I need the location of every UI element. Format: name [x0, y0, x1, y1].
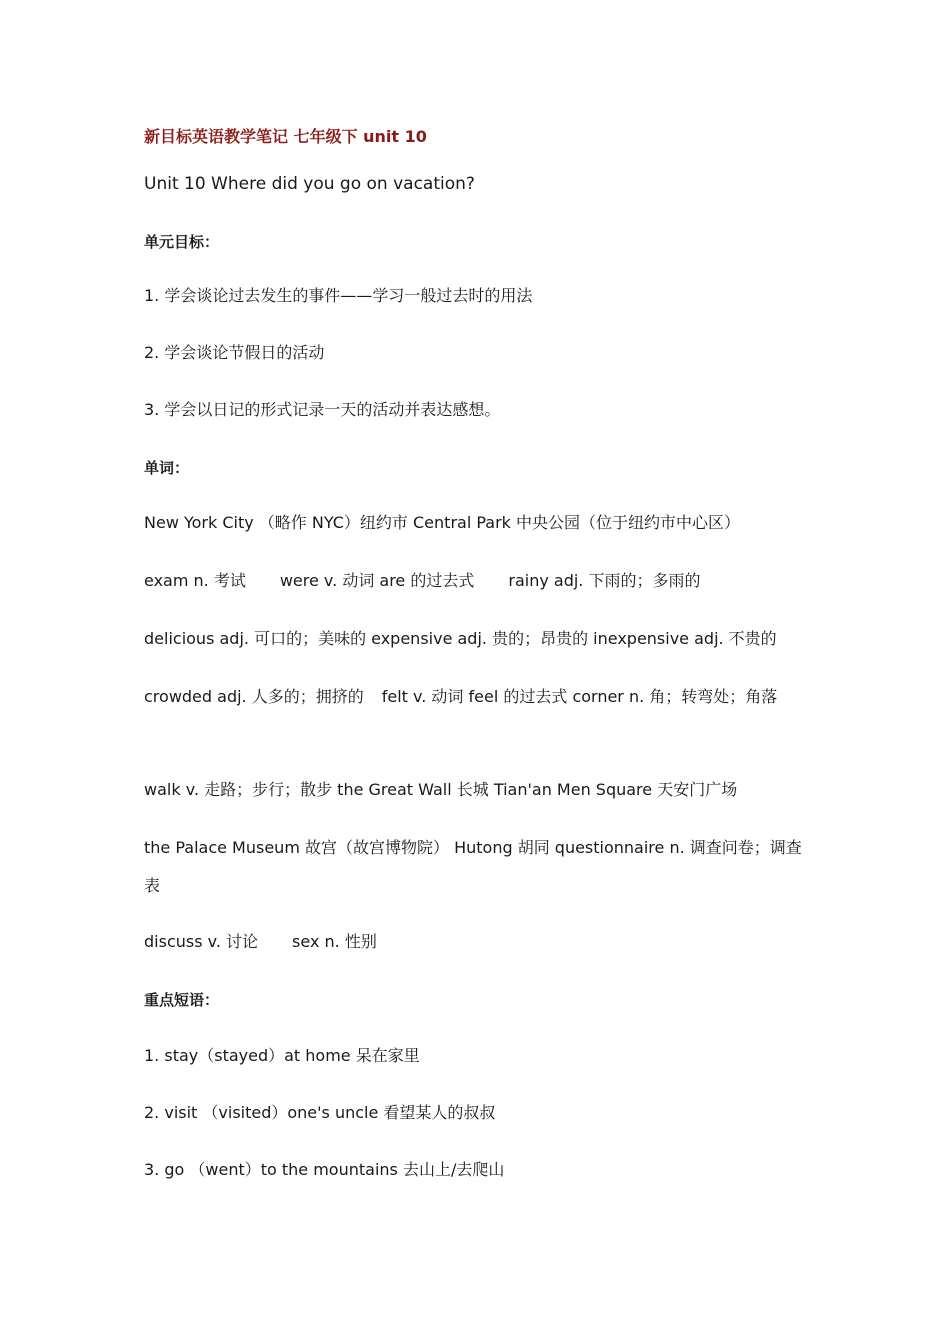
document-title: 新目标英语教学笔记 七年级下 unit 10 — [144, 127, 427, 146]
goal-item: 1. 学会谈论过去发生的事件——学习一般过去时的用法 — [144, 286, 533, 305]
vocab-line — [144, 571, 700, 591]
phrases-heading: 重点短语： — [144, 991, 220, 1009]
vocab-entry: were v. 动词 are 的过去式 — [279, 571, 475, 590]
vocab-line — [144, 678, 804, 716]
goal-item: 2. 学会谈论节假日的活动 — [144, 343, 325, 362]
vocab-entry: exam n. 考试 — [144, 571, 246, 590]
vocab-line: the Palace Museum 故宫（故宫博物院） Hutong 胡同 questionnaire n. 调查问卷；调查表 — [144, 838, 802, 895]
vocab-line: delicious adj. 可口的；美味的 expensive adj. 贵的；昂贵的 inexpensive adj. 不贵的 — [144, 629, 777, 648]
words-heading: 单词： — [144, 459, 190, 477]
unit-subtitle: Unit 10 Where did you go on vacation? — [144, 174, 475, 194]
vocab-entry: sex n. 性别 — [292, 932, 377, 951]
vocab-line — [144, 932, 377, 952]
vocab-entry: discuss v. 讨论 — [144, 932, 259, 951]
phrase-item: 3. go （went）to the mountains 去山上/去爬山 — [144, 1160, 505, 1179]
goal-item: 3. 学会以日记的形式记录一天的活动并表达感想。 — [144, 400, 501, 419]
phrase-item: 1. stay（stayed）at home 呆在家里 — [144, 1046, 420, 1065]
phrase-item: 2. visit （visited）one's uncle 看望某人的叔叔 — [144, 1103, 496, 1122]
vocab-entry: rainy adj. 下雨的；多雨的 — [508, 571, 701, 590]
goals-heading: 单元目标： — [144, 233, 220, 251]
vocab-entry: crowded adj. 人多的；拥挤的 — [144, 687, 364, 706]
vocab-line: New York City （略作 NYC）纽约市 Central Park 中央公园（位于纽约市中心区） — [144, 513, 741, 532]
vocab-entry: felt v. 动词 feel 的过去式 corner n. 角；转弯处；角落 — [381, 687, 778, 706]
vocab-line: walk v. 走路；步行；散步 the Great Wall 长城 Tian'an Men Square 天安门广场 — [144, 780, 738, 799]
